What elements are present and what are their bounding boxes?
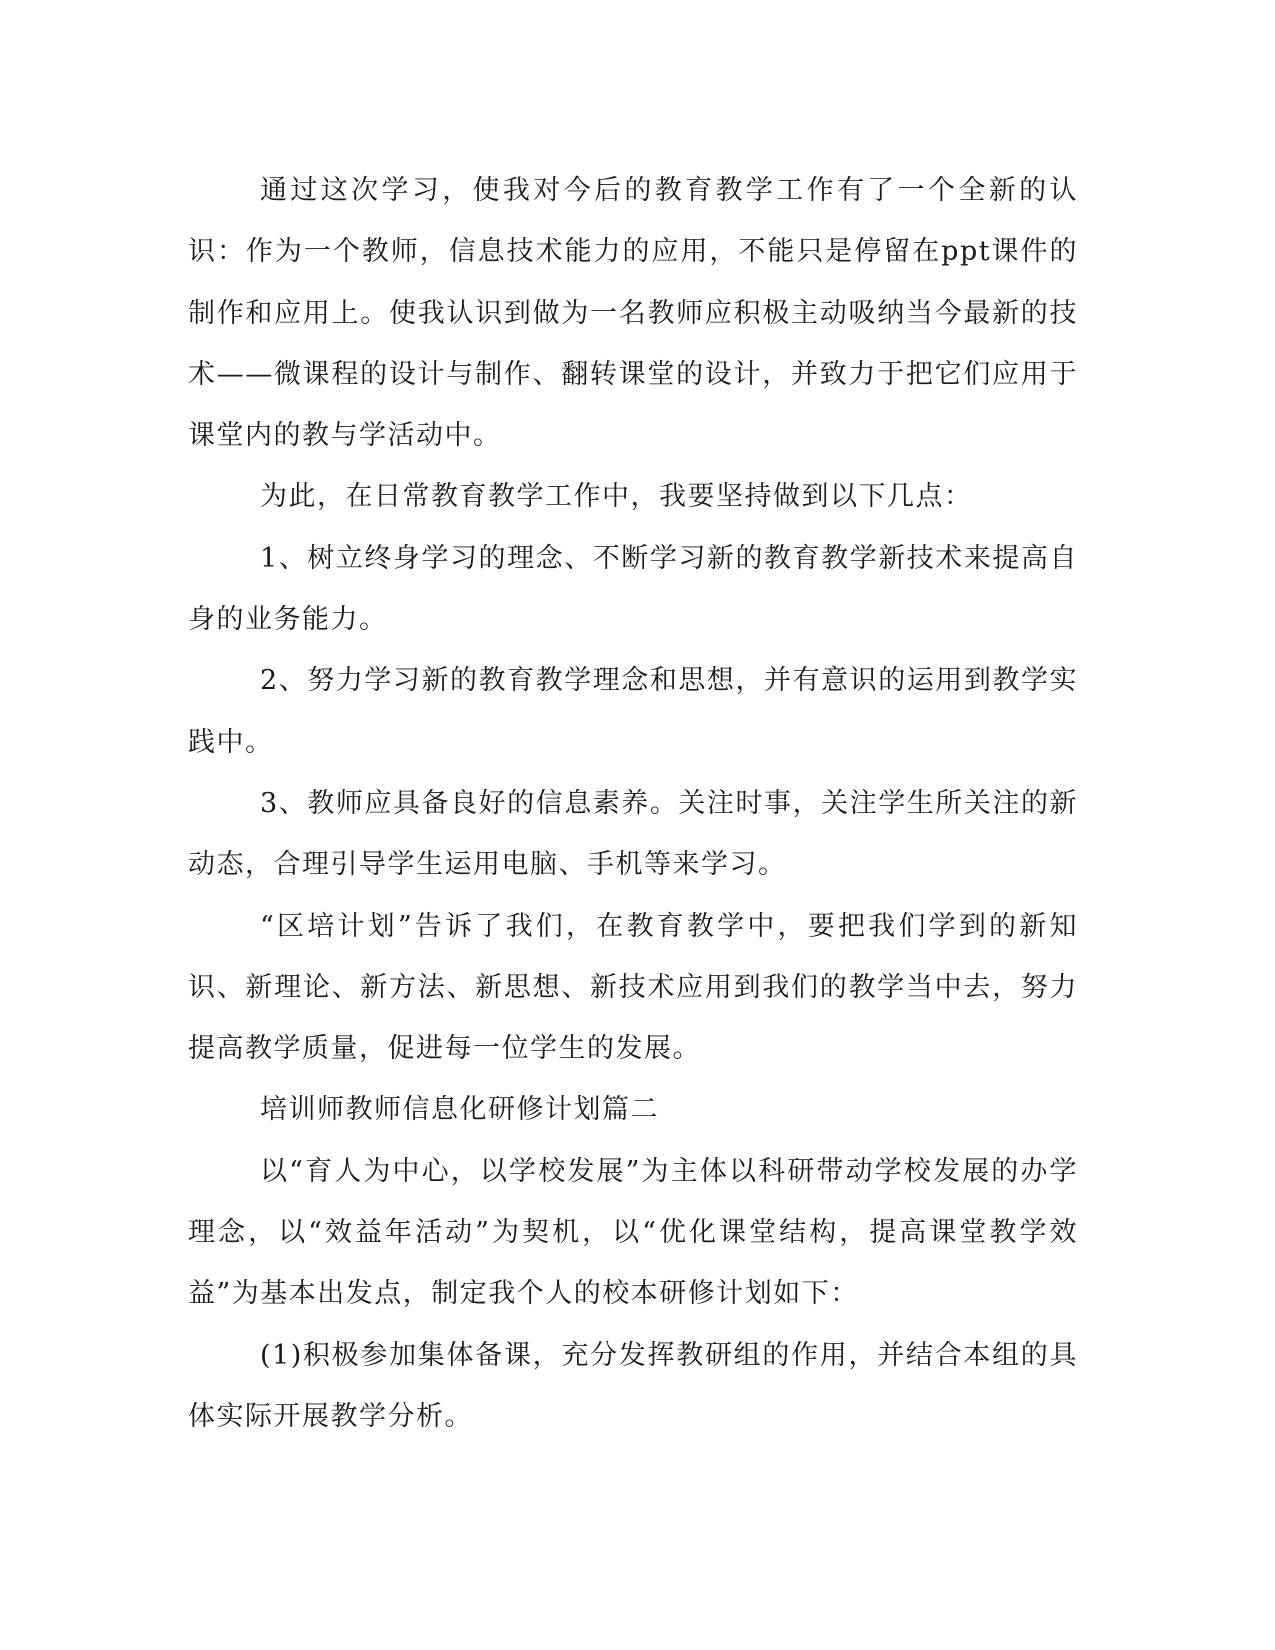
paragraph-section-intro: 以“育人为中心，以学校发展”为主体以科研带动学校发展的办学理念，以“效益年活动”为契机，以“优化课堂结构，提高课堂教学效益”为基本出发点，制定我个人的校本研修计划如下： — [188, 1155, 1078, 1310]
paragraph-point-3: 3、教师应具备良好的信息素养。关注时事，关注学生所关注的新动态，合理引导学生运用电脑、手机等来学习。 — [188, 787, 1078, 881]
paragraph-learning-reflection: 通过这次学习，使我对今后的教育教学工作有了一个全新的认识：作为一个教师，信息技术能力的应用，不能只是停留在ppt课件的制作和应用上。使我认识到做为一名教师应积极主动吸纳当今最新的技术——微课程的设计与制作、翻转课堂的设计，并致力于把它们应用于课堂内的教与学活动中。 — [188, 175, 1078, 452]
document-body — [188, 160, 1078, 1447]
paragraph-intro-points: 为此，在日常教育教学工作中，我要坚持做到以下几点： — [260, 481, 973, 513]
paragraph-section-item-1: (1)积极参加集体备课，充分发挥教研组的作用，并结合本组的具体实际开展教学分析。 — [188, 1339, 1078, 1432]
paragraph-conclusion: “区培计划”告诉了我们，在教育教学中，要把我们学到的新知识、新理论、新方法、新思想、新技术应用到我们的教学当中去，努力提高教学质量，促进每一位学生的发展。 — [188, 910, 1078, 1065]
section-title: 培训师教师信息化研修计划篇二 — [260, 1094, 659, 1126]
paragraph-point-2: 2、努力学习新的教育教学理念和思想，并有意识的运用到教学实践中。 — [188, 665, 1078, 758]
paragraph-point-1: 1、树立终身学习的理念、不断学习新的教育教学新技术来提高自身的业务能力。 — [188, 542, 1078, 636]
